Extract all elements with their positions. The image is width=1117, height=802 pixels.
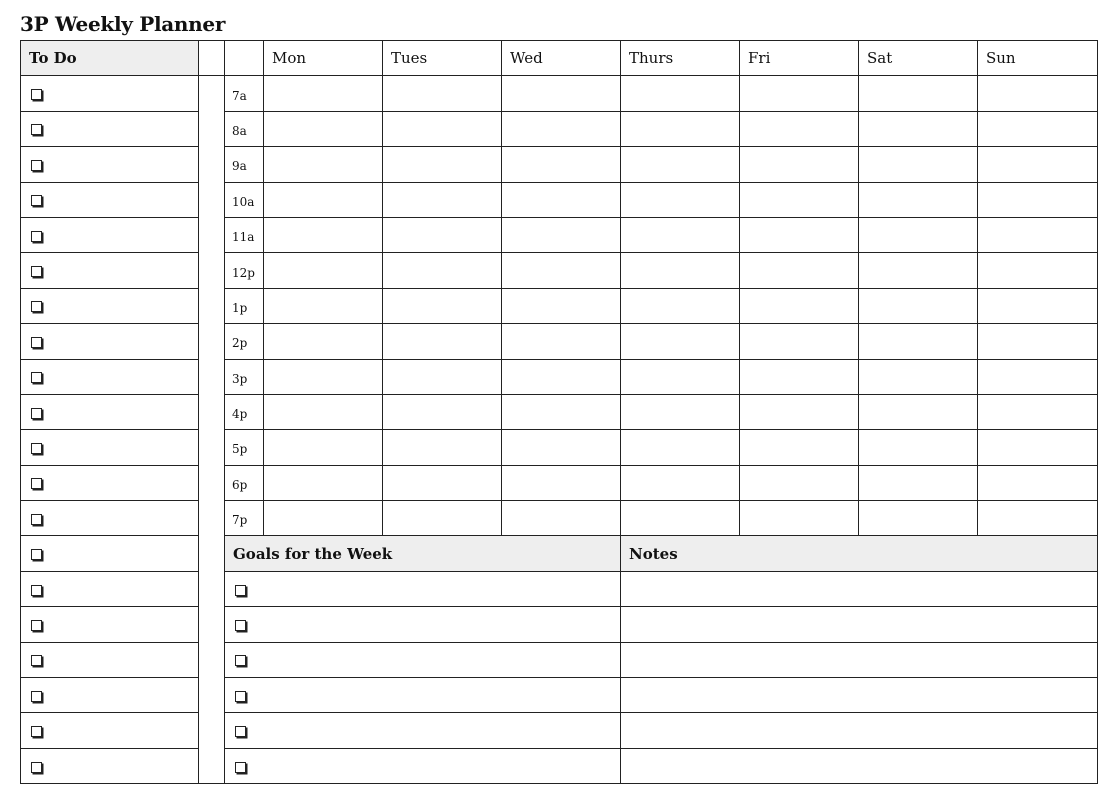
schedule-slot-fri-7a[interactable] <box>740 76 859 111</box>
schedule-slot-tues-6p[interactable] <box>383 465 502 500</box>
schedule-slot-fri-1p[interactable] <box>740 288 859 323</box>
schedule-slot-wed-11a[interactable] <box>502 217 621 252</box>
checkbox-icon[interactable] <box>235 726 246 737</box>
todo-item[interactable] <box>21 748 199 783</box>
schedule-slot-mon-5p[interactable] <box>264 430 383 465</box>
notes-line[interactable] <box>621 713 1098 748</box>
todo-item[interactable] <box>21 536 199 571</box>
schedule-slot-fri-9a[interactable] <box>740 147 859 182</box>
schedule-slot-tues-11a[interactable] <box>383 217 502 252</box>
table-row <box>21 607 1098 642</box>
schedule-slot-sun-12p[interactable] <box>978 253 1098 288</box>
spacer-column <box>199 76 225 784</box>
checkbox-icon[interactable] <box>235 585 246 596</box>
schedule-slot-wed-4p[interactable] <box>502 394 621 429</box>
checkbox-icon[interactable] <box>31 301 42 312</box>
todo-item[interactable] <box>21 501 199 536</box>
schedule-slot-thurs-6p[interactable] <box>621 465 740 500</box>
schedule-slot-fri-10a[interactable] <box>740 182 859 217</box>
checkbox-icon[interactable] <box>31 726 42 737</box>
checkbox-icon[interactable] <box>31 691 42 702</box>
schedule-slot-wed-1p[interactable] <box>502 288 621 323</box>
notes-line[interactable] <box>621 748 1098 783</box>
checkbox-icon[interactable] <box>31 124 42 135</box>
checkbox-icon[interactable] <box>31 585 42 596</box>
todo-item[interactable] <box>21 642 199 677</box>
schedule-slot-wed-7a[interactable] <box>502 76 621 111</box>
todo-item[interactable] <box>21 253 199 288</box>
schedule-slot-sat-6p[interactable] <box>859 465 978 500</box>
schedule-slot-fri-7p[interactable] <box>740 501 859 536</box>
time-label-7a: 7a <box>225 76 264 111</box>
spacer-column <box>199 41 225 76</box>
table-row <box>21 713 1098 748</box>
checkbox-icon[interactable] <box>31 655 42 666</box>
table-row <box>21 678 1098 713</box>
schedule-slot-thurs-4p[interactable] <box>621 394 740 429</box>
time-label-1p: 1p <box>225 288 264 323</box>
schedule-slot-thurs-5p[interactable] <box>621 430 740 465</box>
schedule-slot-fri-8a[interactable] <box>740 111 859 146</box>
todo-header: To Do <box>21 41 199 76</box>
schedule-slot-mon-6p[interactable] <box>264 465 383 500</box>
time-label-6p: 6p <box>225 465 264 500</box>
schedule-slot-sat-4p[interactable] <box>859 394 978 429</box>
notes-line[interactable] <box>621 571 1098 606</box>
schedule-slot-tues-2p[interactable] <box>383 324 502 359</box>
day-header-thurs: Thurs <box>621 41 740 76</box>
day-header-mon: Mon <box>264 41 383 76</box>
todo-item[interactable] <box>21 571 199 606</box>
schedule-slot-fri-6p[interactable] <box>740 465 859 500</box>
schedule-slot-thurs-2p[interactable] <box>621 324 740 359</box>
time-header-blank <box>225 41 264 76</box>
table-row <box>21 465 1098 500</box>
table-row <box>21 536 1098 571</box>
schedule-slot-mon-4p[interactable] <box>264 394 383 429</box>
checkbox-icon[interactable] <box>31 231 42 242</box>
checkbox-icon[interactable] <box>31 337 42 348</box>
day-header-tues: Tues <box>383 41 502 76</box>
schedule-slot-tues-1p[interactable] <box>383 288 502 323</box>
table-row <box>21 501 1098 536</box>
schedule-slot-sun-11a[interactable] <box>978 217 1098 252</box>
schedule-slot-sat-11a[interactable] <box>859 217 978 252</box>
checkbox-icon[interactable] <box>31 620 42 631</box>
todo-item[interactable] <box>21 76 199 111</box>
table-row <box>21 571 1098 606</box>
checkbox-icon[interactable] <box>235 691 246 702</box>
schedule-slot-mon-12p[interactable] <box>264 253 383 288</box>
time-label-7p: 7p <box>225 501 264 536</box>
schedule-slot-mon-1p[interactable] <box>264 288 383 323</box>
schedule-slot-thurs-8a[interactable] <box>621 111 740 146</box>
table-row <box>21 76 1098 111</box>
schedule-slot-tues-7p[interactable] <box>383 501 502 536</box>
goals-header: Goals for the Week <box>225 536 621 571</box>
checkbox-icon[interactable] <box>31 408 42 419</box>
schedule-slot-sat-9a[interactable] <box>859 147 978 182</box>
time-label-9a: 9a <box>225 147 264 182</box>
checkbox-icon[interactable] <box>235 655 246 666</box>
todo-item[interactable] <box>21 607 199 642</box>
schedule-slot-sat-7p[interactable] <box>859 501 978 536</box>
schedule-slot-fri-11a[interactable] <box>740 217 859 252</box>
schedule-slot-sun-9a[interactable] <box>978 147 1098 182</box>
checkbox-icon[interactable] <box>31 372 42 383</box>
schedule-slot-thurs-9a[interactable] <box>621 147 740 182</box>
todo-item[interactable] <box>21 678 199 713</box>
schedule-slot-thurs-7a[interactable] <box>621 76 740 111</box>
schedule-slot-tues-4p[interactable] <box>383 394 502 429</box>
schedule-slot-tues-7a[interactable] <box>383 76 502 111</box>
schedule-slot-sun-5p[interactable] <box>978 430 1098 465</box>
table-row <box>21 288 1098 323</box>
todo-item[interactable] <box>21 394 199 429</box>
schedule-slot-mon-8a[interactable] <box>264 111 383 146</box>
todo-item[interactable] <box>21 713 199 748</box>
todo-item[interactable] <box>21 359 199 394</box>
time-label-2p: 2p <box>225 324 264 359</box>
notes-line[interactable] <box>621 607 1098 642</box>
checkbox-icon[interactable] <box>31 89 42 100</box>
time-label-11a: 11a <box>225 217 264 252</box>
goal-item[interactable] <box>225 571 621 606</box>
schedule-slot-sun-2p[interactable] <box>978 324 1098 359</box>
notes-line[interactable] <box>621 642 1098 677</box>
todo-item[interactable] <box>21 465 199 500</box>
checkbox-icon[interactable] <box>31 443 42 454</box>
schedule-slot-sat-8a[interactable] <box>859 111 978 146</box>
page-title: 3P Weekly Planner <box>20 12 226 36</box>
schedule-slot-sun-10a[interactable] <box>978 182 1098 217</box>
schedule-slot-mon-11a[interactable] <box>264 217 383 252</box>
goal-item[interactable] <box>225 607 621 642</box>
time-label-5p: 5p <box>225 430 264 465</box>
table-row <box>21 748 1098 783</box>
schedule-slot-wed-7p[interactable] <box>502 501 621 536</box>
schedule-slot-sun-3p[interactable] <box>978 359 1098 394</box>
checkbox-icon[interactable] <box>31 549 42 560</box>
schedule-slot-tues-5p[interactable] <box>383 430 502 465</box>
schedule-slot-sat-10a[interactable] <box>859 182 978 217</box>
goal-item[interactable] <box>225 678 621 713</box>
todo-item[interactable] <box>21 217 199 252</box>
schedule-slot-sun-7p[interactable] <box>978 501 1098 536</box>
checkbox-icon[interactable] <box>235 762 246 773</box>
goal-item[interactable] <box>225 642 621 677</box>
schedule-slot-fri-4p[interactable] <box>740 394 859 429</box>
table-row <box>21 430 1098 465</box>
schedule-slot-mon-3p[interactable] <box>264 359 383 394</box>
schedule-slot-fri-12p[interactable] <box>740 253 859 288</box>
schedule-slot-fri-2p[interactable] <box>740 324 859 359</box>
table-row <box>21 217 1098 252</box>
schedule-slot-mon-9a[interactable] <box>264 147 383 182</box>
todo-item[interactable] <box>21 147 199 182</box>
day-header-wed: Wed <box>502 41 621 76</box>
notes-line[interactable] <box>621 678 1098 713</box>
schedule-slot-mon-7a[interactable] <box>264 76 383 111</box>
schedule-slot-tues-12p[interactable] <box>383 253 502 288</box>
schedule-slot-thurs-11a[interactable] <box>621 217 740 252</box>
schedule-slot-thurs-3p[interactable] <box>621 359 740 394</box>
table-row <box>21 147 1098 182</box>
schedule-slot-fri-3p[interactable] <box>740 359 859 394</box>
table-row <box>21 324 1098 359</box>
todo-item[interactable] <box>21 324 199 359</box>
table-row <box>21 394 1098 429</box>
checkbox-icon[interactable] <box>31 478 42 489</box>
schedule-slot-tues-10a[interactable] <box>383 182 502 217</box>
time-label-3p: 3p <box>225 359 264 394</box>
checkbox-icon[interactable] <box>31 266 42 277</box>
schedule-slot-wed-9a[interactable] <box>502 147 621 182</box>
schedule-slot-tues-3p[interactable] <box>383 359 502 394</box>
schedule-slot-wed-8a[interactable] <box>502 111 621 146</box>
checkbox-icon[interactable] <box>31 195 42 206</box>
schedule-slot-sun-7a[interactable] <box>978 76 1098 111</box>
checkbox-icon[interactable] <box>31 762 42 773</box>
schedule-slot-mon-2p[interactable] <box>264 324 383 359</box>
todo-item[interactable] <box>21 111 199 146</box>
table-row <box>21 253 1098 288</box>
header-row <box>21 41 1098 76</box>
day-header-sun: Sun <box>978 41 1098 76</box>
table-row <box>21 359 1098 394</box>
schedule-slot-thurs-7p[interactable] <box>621 501 740 536</box>
schedule-slot-mon-7p[interactable] <box>264 501 383 536</box>
schedule-slot-wed-6p[interactable] <box>502 465 621 500</box>
schedule-slot-mon-10a[interactable] <box>264 182 383 217</box>
schedule-slot-wed-12p[interactable] <box>502 253 621 288</box>
table-row <box>21 111 1098 146</box>
schedule-slot-sat-3p[interactable] <box>859 359 978 394</box>
planner-grid <box>20 40 1098 784</box>
goal-item[interactable] <box>225 713 621 748</box>
schedule-slot-sat-5p[interactable] <box>859 430 978 465</box>
table-row <box>21 642 1098 677</box>
notes-header: Notes <box>621 536 1098 571</box>
time-label-4p: 4p <box>225 394 264 429</box>
table-row <box>21 182 1098 217</box>
schedule-slot-fri-5p[interactable] <box>740 430 859 465</box>
goal-item[interactable] <box>225 748 621 783</box>
schedule-slot-sun-1p[interactable] <box>978 288 1098 323</box>
schedule-slot-wed-2p[interactable] <box>502 324 621 359</box>
schedule-slot-wed-5p[interactable] <box>502 430 621 465</box>
checkbox-icon[interactable] <box>31 514 42 525</box>
schedule-slot-thurs-1p[interactable] <box>621 288 740 323</box>
schedule-slot-wed-3p[interactable] <box>502 359 621 394</box>
schedule-slot-sun-8a[interactable] <box>978 111 1098 146</box>
schedule-slot-tues-9a[interactable] <box>383 147 502 182</box>
schedule-slot-sun-4p[interactable] <box>978 394 1098 429</box>
time-label-12p: 12p <box>225 253 264 288</box>
schedule-slot-tues-8a[interactable] <box>383 111 502 146</box>
day-header-sat: Sat <box>859 41 978 76</box>
schedule-slot-thurs-12p[interactable] <box>621 253 740 288</box>
todo-item[interactable] <box>21 288 199 323</box>
checkbox-icon[interactable] <box>31 160 42 171</box>
todo-item[interactable] <box>21 430 199 465</box>
schedule-slot-thurs-10a[interactable] <box>621 182 740 217</box>
schedule-slot-sat-7a[interactable] <box>859 76 978 111</box>
time-label-8a: 8a <box>225 111 264 146</box>
schedule-slot-sun-6p[interactable] <box>978 465 1098 500</box>
schedule-slot-sat-2p[interactable] <box>859 324 978 359</box>
day-header-fri: Fri <box>740 41 859 76</box>
schedule-slot-sat-1p[interactable] <box>859 288 978 323</box>
checkbox-icon[interactable] <box>235 620 246 631</box>
schedule-slot-wed-10a[interactable] <box>502 182 621 217</box>
todo-item[interactable] <box>21 182 199 217</box>
schedule-slot-sat-12p[interactable] <box>859 253 978 288</box>
time-label-10a: 10a <box>225 182 264 217</box>
